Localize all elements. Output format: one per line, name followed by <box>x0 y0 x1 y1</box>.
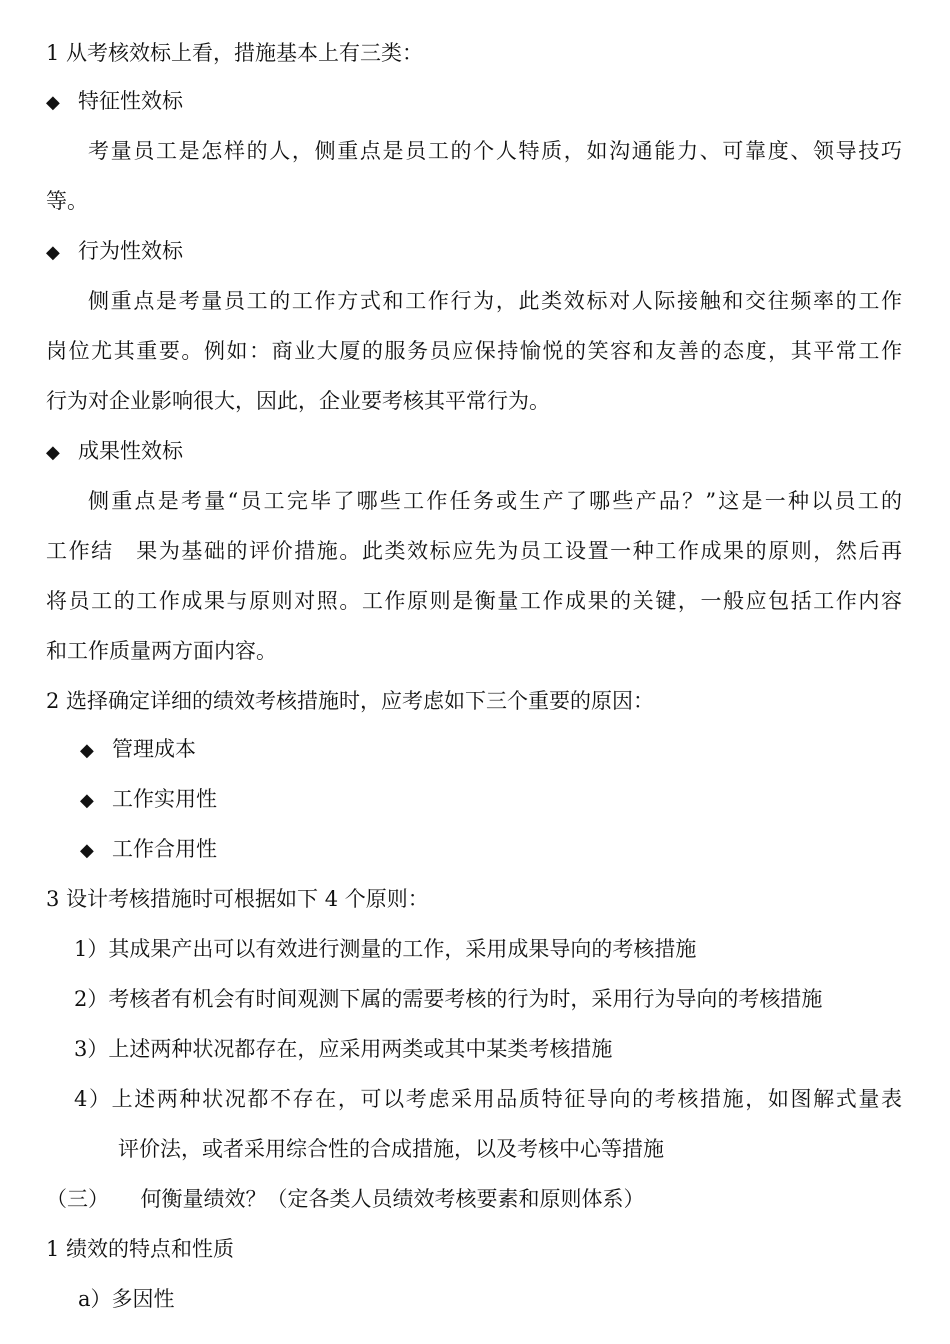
paragraph-line: 行为对企业影响很大，因此，企业要考核其平常行为。 <box>46 389 550 413</box>
paragraph-line: 等。 <box>46 189 88 213</box>
diamond-bullet-icon: ◆ <box>80 740 94 761</box>
diamond-bullet-icon: ◆ <box>46 242 60 263</box>
section-heading-part-3: （三） 何衡量绩效？（定各类人员绩效考核要素和原则体系） <box>46 1187 645 1211</box>
section-heading-2: 2 选择确定详细的绩效考核措施时，应考虑如下三个重要的原因： <box>46 689 655 713</box>
section-heading-1: 1 从考核效标上看，措施基本上有三类： <box>46 41 424 65</box>
diamond-bullet-icon: ◆ <box>80 840 94 861</box>
paragraph-line: 将员工的工作成果与原则对照。工作原则是衡量工作成果的关键，一般应包括工作内容 <box>46 589 902 613</box>
numbered-item-continuation: 评价法，或者采用综合性的合成措施，以及考核中心等措施 <box>118 1137 664 1161</box>
paragraph-line: 工作结 果为基础的评价措施。此类效标应先为员工设置一种工作成果的原则，然后再 <box>46 539 902 563</box>
section-heading-3: 3 设计考核措施时可根据如下 4 个原则： <box>46 887 429 911</box>
list-item: a）多因性 <box>78 1287 175 1311</box>
bullet-item-practicality: ◆ 工作实用性 <box>80 786 217 814</box>
numbered-item: 1）其成果产出可以有效进行测量的工作，采用成果导向的考核措施 <box>74 937 697 961</box>
subsection-heading: 1 绩效的特点和性质 <box>46 1237 235 1261</box>
diamond-bullet-icon: ◆ <box>46 92 60 113</box>
paragraph-line: 考量员工是怎样的人，侧重点是员工的个人特质，如沟通能力、可靠度、领导技巧 <box>88 139 902 163</box>
paragraph-line: 侧重点是考量员工的工作方式和工作行为，此类效标对人际接触和交往频率的工作 <box>88 289 902 313</box>
bullet-item-trait: ◆ 特征性效标 <box>46 88 183 116</box>
bullet-item-applicability: ◆ 工作合用性 <box>80 836 217 864</box>
paragraph-line: 侧重点是考量“员工完毕了哪些工作任务或生产了哪些产品？”这是一种以员工的 <box>88 489 902 513</box>
bullet-item-cost: ◆ 管理成本 <box>80 736 196 764</box>
diamond-bullet-icon: ◆ <box>46 442 60 463</box>
numbered-item: 4）上述两种状况都不存在，可以考虑采用品质特征导向的考核措施，如图解式量表 <box>74 1087 902 1111</box>
diamond-bullet-icon: ◆ <box>80 790 94 811</box>
bullet-item-behavior: ◆ 行为性效标 <box>46 238 183 266</box>
numbered-item: 2）考核者有机会有时间观测下属的需要考核的行为时，采用行为导向的考核措施 <box>74 987 823 1011</box>
bullet-item-result: ◆ 成果性效标 <box>46 438 183 466</box>
numbered-item: 3）上述两种状况都存在，应采用两类或其中某类考核措施 <box>74 1037 613 1061</box>
paragraph-line: 和工作质量两方面内容。 <box>46 639 277 663</box>
paragraph-line: 岗位尤其重要。例如：商业大厦的服务员应保持愉悦的笑容和友善的态度，其平常工作 <box>46 339 902 363</box>
